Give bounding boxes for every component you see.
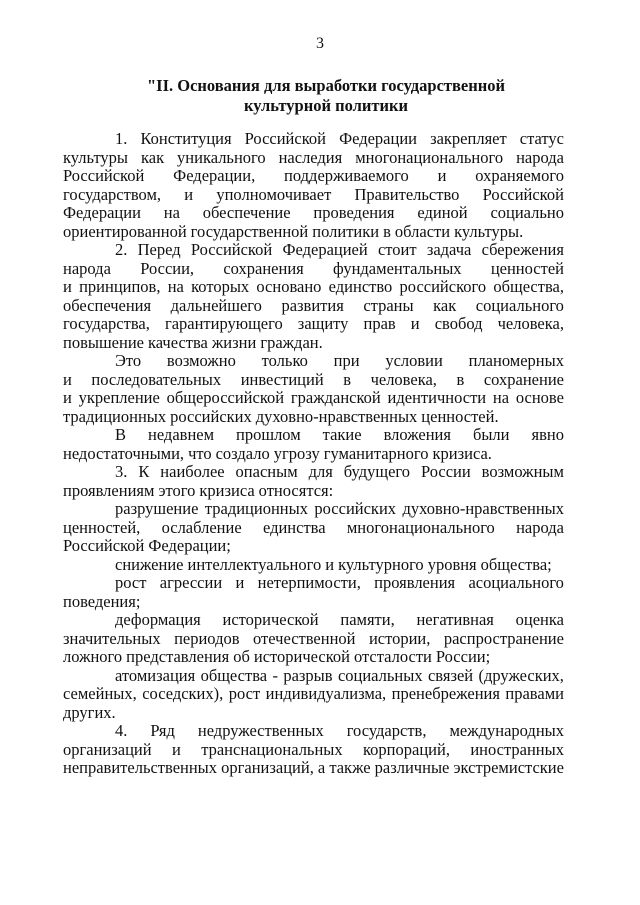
text-line: рост агрессии и нетерпимости, проявления асоциального xyxy=(115,573,564,592)
text-line: ложного представления об исторической отсталости России; xyxy=(63,647,491,666)
text-line: 4. Ряд недружественных государств, международных xyxy=(115,721,564,740)
text-line: и принципов, на которых основано единство российского общества, xyxy=(63,277,564,296)
section-heading xyxy=(76,76,576,116)
text-line: недостаточными, что создало угрозу гуманитарного кризиса. xyxy=(63,443,492,463)
text-line: и укрепление общероссийской гражданской идентичности на основе xyxy=(63,388,564,407)
text-line: деформация исторической памяти, негативная оценка xyxy=(115,610,564,629)
section-heading-line: культурной политики xyxy=(243,96,409,115)
text-line: В недавнем прошлом такие вложения были явно xyxy=(115,425,564,444)
text-line: Это возможно только при условии планомерных xyxy=(115,351,564,370)
text-line: атомизация общества - разрыв социальных связей (дружеских, xyxy=(115,665,564,685)
text-line: проявлениям этого кризиса относятся: xyxy=(63,480,334,500)
text-line: государством, и уполномочивает Правительство Российской xyxy=(63,184,564,204)
text-line: 3. К наиболее опасным для будущего России возможным xyxy=(115,462,564,481)
text-line: организаций и транснациональных корпораций, иностранных xyxy=(63,739,564,759)
text-line: и последовательных инвестиций в человека, в сохранение xyxy=(63,369,564,389)
text-line: Российской Федерации; xyxy=(63,536,231,555)
text-line: народа России, сохранения фундаментальных ценностей xyxy=(63,258,564,278)
text-line: разрушение традиционных российских духовно-нравственных xyxy=(115,499,564,518)
text-line: повышение качества жизни граждан. xyxy=(63,332,323,352)
text-line: неправительственных организаций, а также различные экстремистские xyxy=(63,758,564,777)
text-line: значительных периодов отечественной истории, распространение xyxy=(63,628,564,648)
text-line: снижение интеллектуального и культурного уровня общества; xyxy=(115,554,552,574)
text-line: государства, гарантирующего защиту прав и свобод человека, xyxy=(63,314,564,333)
text-line: традиционных российских духовно-нравственных ценностей. xyxy=(63,406,499,426)
text-line: Федерации на обеспечение проведения единой социально xyxy=(63,203,564,222)
text-line: других. xyxy=(63,702,116,722)
page-number: 3 xyxy=(316,35,324,52)
text-line: 2. Перед Российской Федерацией стоит задача сбережения xyxy=(115,240,564,259)
text-line: обеспечения дальнейшего развития страны как социального xyxy=(63,295,564,315)
text-line: Российской Федерации, поддерживаемого и охраняемого xyxy=(63,166,564,185)
text-line: культуры как уникального наследия многонационального народа xyxy=(63,147,564,167)
body-text xyxy=(63,130,564,778)
text-line: ориентированной государственной политики в области культуры. xyxy=(63,221,524,241)
text-line: ценностей, ослабление единства многонационального народа xyxy=(63,517,564,537)
text-line: 1. Конституция Российской Федерации закрепляет статус xyxy=(115,129,564,148)
section-heading-line: "II. Основания для выработки государственной xyxy=(146,76,506,95)
text-line: поведения; xyxy=(63,591,141,611)
text-line: семейных, соседских), рост индивидуализма, пренебрежения правами xyxy=(63,684,564,703)
